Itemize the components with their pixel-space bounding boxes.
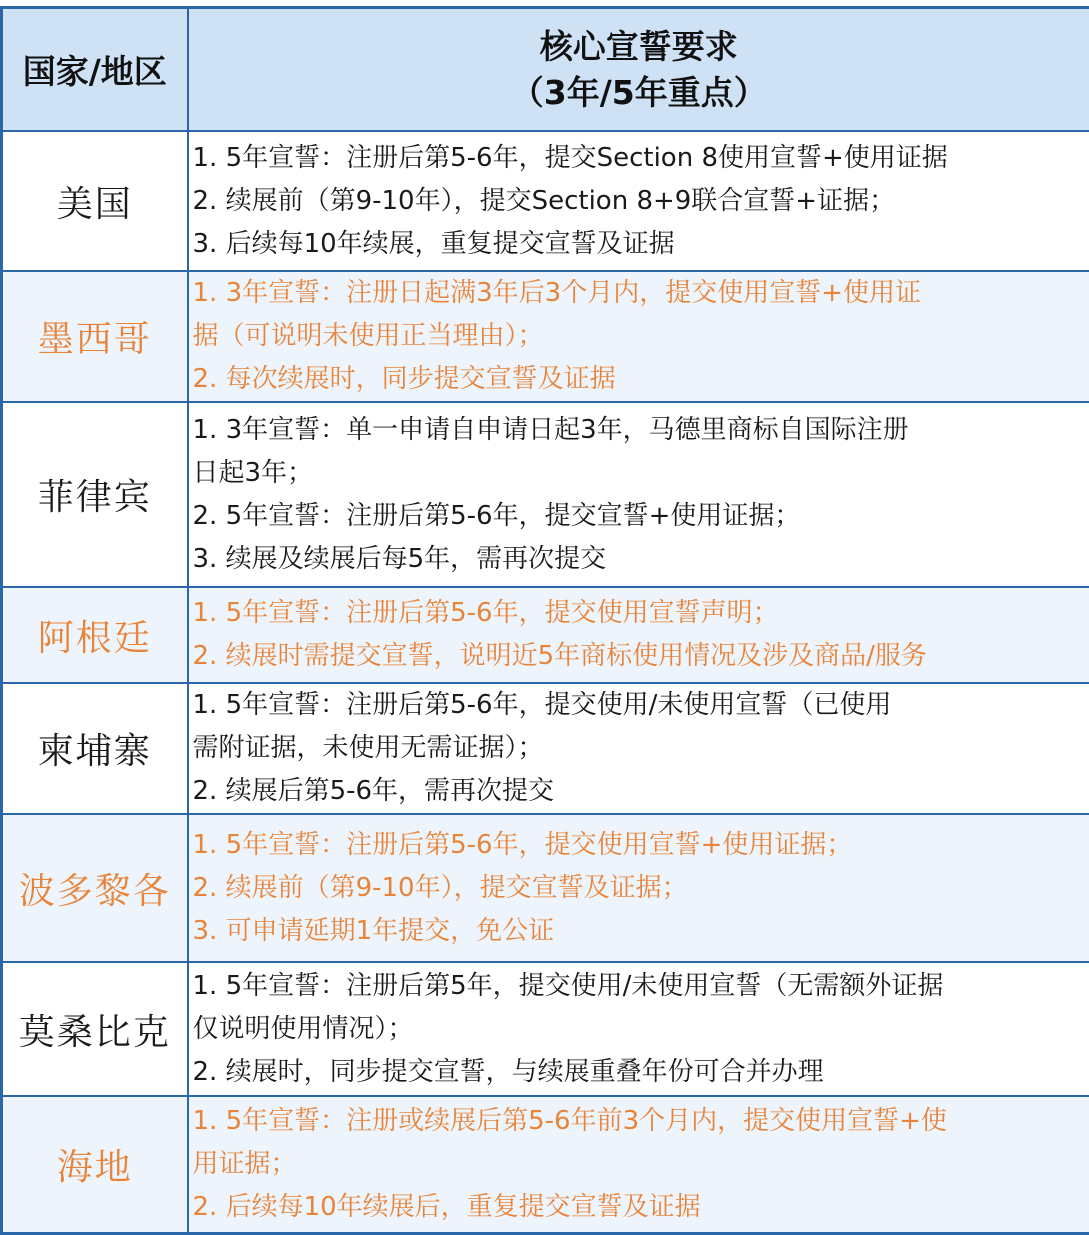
requirement-line: 2. 后续每10年续展后，重复提交宣誓及证据 — [193, 1186, 1089, 1229]
table-row — [2, 683, 1089, 814]
requirement-line: 1. 5年宣誓：注册后第5-6年，提交使用/未使用宣誓（已使用 — [193, 684, 1089, 727]
header-requirements-line2: （3年/5年重点） — [189, 70, 1089, 116]
country-cell: 海地 — [2, 1096, 188, 1233]
requirement-line: 1. 5年宣誓：注册后第5年，提交使用/未使用宣誓（无需额外证据 — [193, 965, 1089, 1008]
requirement-line: 1. 5年宣誓：注册后第5-6年，提交使用宣誓声明； — [193, 592, 1089, 635]
country-cell: 波多黎各 — [2, 814, 188, 962]
requirement-line: 2. 续展前（第9-10年），提交Section 8+9联合宣誓+证据； — [193, 180, 1089, 223]
requirement-line: 2. 续展前（第9-10年），提交宣誓及证据； — [193, 867, 1089, 910]
requirement-line: 1. 5年宣誓：注册或续展后第5-6年前3个月内，提交使用宣誓+使 — [193, 1100, 1089, 1143]
requirement-line: 2. 每次续展时，同步提交宣誓及证据 — [193, 358, 1089, 401]
requirements-cell — [188, 962, 1089, 1096]
requirement-line: 1. 5年宣誓：注册后第5-6年，提交使用宣誓+使用证据； — [193, 824, 1089, 867]
requirement-line: 用证据； — [193, 1143, 1089, 1186]
table-row — [2, 814, 1089, 962]
header-country: 国家/地区 — [2, 8, 188, 132]
country-cell: 菲律宾 — [2, 402, 188, 587]
requirement-line: 1. 3年宣誓：单一申请自申请日起3年，马德里商标自国际注册 — [193, 409, 1089, 452]
requirement-line: 日起3年； — [193, 452, 1089, 495]
requirement-line: 需附证据，未使用无需证据）； — [193, 727, 1089, 770]
requirement-line: 2. 续展时需提交宣誓，说明近5年商标使用情况及涉及商品/服务 — [193, 635, 1089, 678]
country-cell: 墨西哥 — [2, 271, 188, 402]
requirement-line: 3. 可申请延期1年提交，免公证 — [193, 910, 1089, 953]
country-cell: 阿根廷 — [2, 587, 188, 683]
requirement-line: 1. 5年宣誓：注册后第5-6年，提交Section 8使用宣誓+使用证据 — [193, 137, 1089, 180]
table-row — [2, 271, 1089, 402]
country-cell: 美国 — [2, 131, 188, 271]
requirement-line: 仅说明使用情况）； — [193, 1008, 1089, 1051]
table-row — [2, 1096, 1089, 1233]
table-body — [2, 131, 1089, 1233]
table-row — [2, 131, 1089, 271]
requirement-line: 3. 续展及续展后每5年，需再次提交 — [193, 538, 1089, 581]
table-row — [2, 962, 1089, 1096]
table-row — [2, 587, 1089, 683]
requirements-cell — [188, 131, 1089, 271]
requirement-line: 据（可说明未使用正当理由）； — [193, 315, 1089, 358]
country-cell: 莫桑比克 — [2, 962, 188, 1096]
requirement-line: 2. 5年宣誓：注册后第5-6年，提交宣誓+使用证据； — [193, 495, 1089, 538]
requirements-cell — [188, 814, 1089, 962]
requirements-cell — [188, 271, 1089, 402]
trademark-declaration-table — [0, 6, 1089, 1235]
table-header-row — [2, 8, 1089, 132]
requirements-cell — [188, 683, 1089, 814]
requirements-cell — [188, 1096, 1089, 1233]
requirements-cell — [188, 402, 1089, 587]
trademark-declaration-table-wrapper — [0, 6, 1089, 1222]
header-requirements — [188, 8, 1089, 132]
country-cell: 柬埔寨 — [2, 683, 188, 814]
requirements-cell — [188, 587, 1089, 683]
header-requirements-line1: 核心宣誓要求 — [189, 24, 1089, 70]
table-row — [2, 402, 1089, 587]
requirement-line: 2. 续展后第5-6年，需再次提交 — [193, 770, 1089, 813]
requirement-line: 3. 后续每10年续展，重复提交宣誓及证据 — [193, 223, 1089, 266]
requirement-line: 2. 续展时，同步提交宣誓，与续展重叠年份可合并办理 — [193, 1051, 1089, 1094]
requirement-line: 1. 3年宣誓：注册日起满3年后3个月内，提交使用宣誓+使用证 — [193, 272, 1089, 315]
